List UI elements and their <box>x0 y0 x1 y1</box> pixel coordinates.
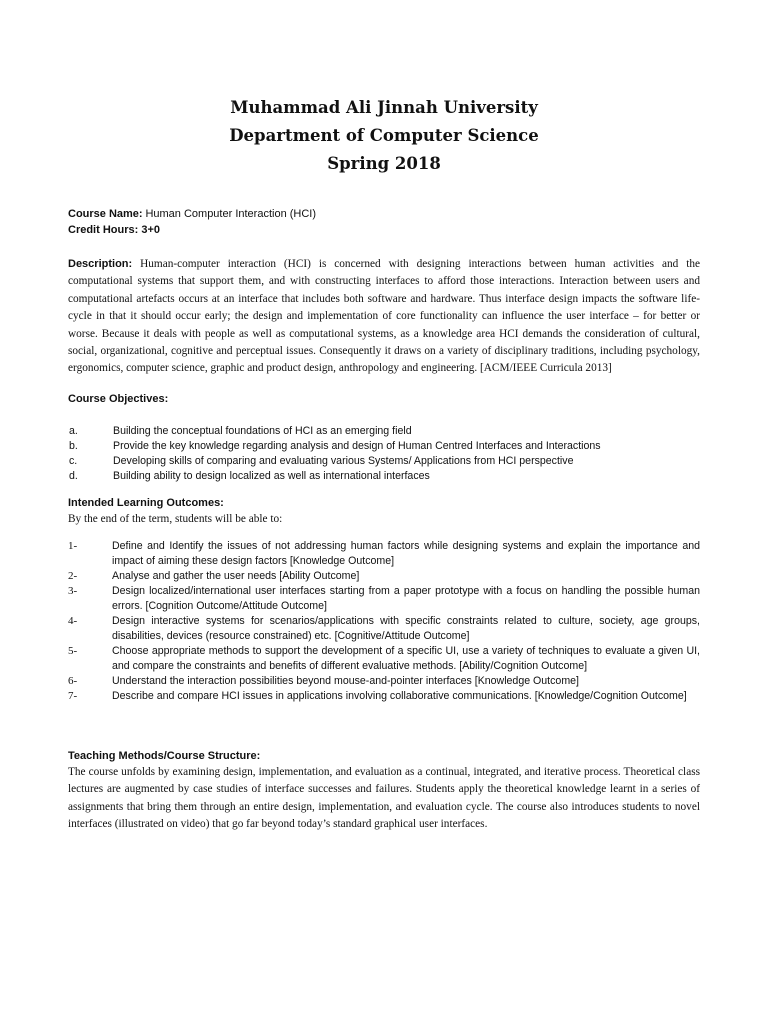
list-item <box>68 614 700 644</box>
teaching-heading: Teaching Methods/Course Structure: <box>68 749 261 762</box>
item-marker: b. <box>69 439 78 452</box>
outcomes-list <box>68 539 700 704</box>
item-text: Understand the interaction possibilities beyond mouse-and-pointer interfaces [Knowledge Outcome] <box>112 674 579 687</box>
item-text: Design localized/international user interfaces starting from a paper prototype with a focus on handling the possible human errors. [Cognition Outcome/Attitude Outcome] <box>112 584 700 612</box>
list-item <box>68 454 700 469</box>
list-item <box>68 644 700 674</box>
item-marker: 3- <box>68 584 78 597</box>
document-header <box>68 0 700 178</box>
list-item <box>68 689 700 704</box>
credit-hours: Credit Hours: 3+0 <box>68 224 160 236</box>
list-item <box>68 539 700 569</box>
university-name: Muhammad Ali Jinnah University <box>230 98 538 117</box>
item-marker: 5- <box>68 644 78 657</box>
teaching-paragraph: The course unfolds by examining design, implementation, and evaluation as a continual, integrated, and iterative process. Theoretical class lectures are augmented by case studies of interface successes and failures. Students apply the theoretical knowledge learnt in a series of assignments that bring them through an entire design, implementation, and evaluation cycle. The course also introduces students to novel interfaces (illustrated on video) that go far beyond today’s standard graphical user interfaces. <box>68 765 700 831</box>
list-item <box>68 469 700 484</box>
item-marker: 2- <box>68 569 78 582</box>
item-text: Developing skills of comparing and evaluating various Systems/ Applications from HCI perspective <box>113 454 574 467</box>
list-item <box>68 584 700 614</box>
item-text: Choose appropriate methods to support the development of a specific UI, use a variety of techniques to evaluate a given UI, and compare the constraints and benefits of different evaluative methods. [Ability/Cognition Outcome] <box>112 644 700 672</box>
course-name-value: Human Computer Interaction (HCI) <box>145 208 317 220</box>
item-text: Define and Identify the issues of not addressing human factors while designing systems and explain the importance and impact of aiming these design factors [Knowledge Outcome] <box>112 539 700 567</box>
outcomes-heading: Intended Learning Outcomes: <box>68 496 224 509</box>
description-text: Human-computer interaction (HCI) is concerned with designing interactions between human activities and the computational systems that support them, and with constructing interfaces to afford those interactions. Interaction between users and computational artefacts occurs at an interface that includes both software and hardware. Thus interface design impacts the software life-cycle in that it should occur early; the design and implementation of core functionality can influence the user interface – for better or worse. Because it deals with people as well as computational systems, as a knowledge area HCI demands the consideration of cultural, social, organizational, cognitive and perceptual issues. Consequently it draws on a variety of disciplinary traditions, including psychology, ergonomics, computer science, graphic and product design, anthropology and engineering. [ACM/IEEE Curricula 2013] <box>68 258 700 375</box>
item-text: Describe and compare HCI issues in applications involving collaborative communications. [Knowledge/Cognition Outcome] <box>112 689 687 702</box>
list-item <box>68 569 700 584</box>
item-marker: d. <box>69 469 78 482</box>
list-item <box>68 674 700 689</box>
course-meta <box>68 206 700 238</box>
term: Spring 2018 <box>327 154 441 173</box>
item-text: Design interactive systems for scenarios/applications with specific constraints related to culture, society, age groups, disabilities, devices (resource constrained) etc. [Cognitive/Attitude Outcome] <box>112 614 700 642</box>
item-marker: a. <box>69 424 78 437</box>
list-item <box>68 424 700 439</box>
credit-hours-line <box>68 222 700 238</box>
item-marker: c. <box>69 454 78 467</box>
objectives-list <box>68 424 700 484</box>
description-label: Description: <box>68 258 133 270</box>
item-text: Building the conceptual foundations of HCI as an emerging field <box>113 424 412 437</box>
objectives-heading: Course Objectives: <box>68 392 169 405</box>
item-marker: 7- <box>68 689 78 702</box>
course-name-line <box>68 206 700 222</box>
item-marker: 6- <box>68 674 78 687</box>
item-marker: 4- <box>68 614 78 627</box>
item-text: Provide the key knowledge regarding analysis and design of Human Centred Interfaces and Interactions <box>113 439 601 452</box>
list-item <box>68 439 700 454</box>
course-name-label: Course Name: <box>68 208 143 220</box>
outcomes-intro: By the end of the term, students will be able to: <box>68 512 283 525</box>
department-name: Department of Computer Science <box>229 126 539 145</box>
item-text: Building ability to design localized as well as international interfaces <box>113 469 430 482</box>
item-marker: 1- <box>68 539 78 552</box>
item-text: Analyse and gather the user needs [Ability Outcome] <box>112 569 360 582</box>
description-paragraph <box>68 256 700 378</box>
